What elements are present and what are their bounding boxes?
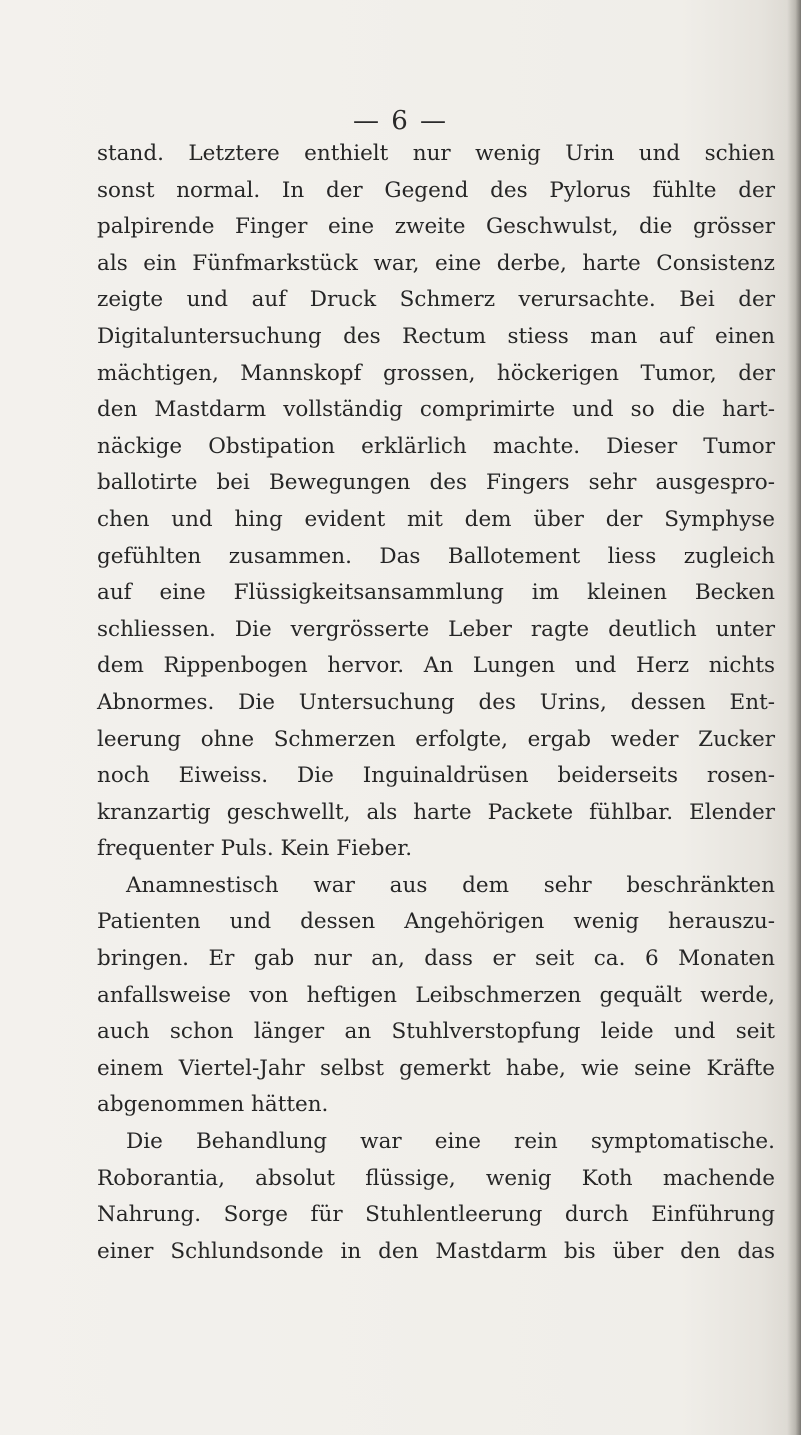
text-line: schliessen. Die vergrösserte Leber ragte deutlich unter — [97, 616, 775, 642]
text-line: Digitaluntersuchung des Rectum stiess man auf einen — [97, 323, 775, 349]
text-line: zeigte und auf Druck Schmerz verursachte. Bei der — [97, 287, 775, 313]
body-text — [97, 136, 775, 1270]
text-line: einem Viertel-Jahr selbst gemerkt habe, wie seine Kräfte — [97, 1055, 775, 1081]
text-line: Patienten und dessen Angehörigen wenig herauszu- — [97, 909, 775, 935]
paragraph-3 — [97, 1124, 775, 1270]
text-line: Anamnestisch war aus dem sehr beschränkten — [126, 872, 775, 898]
text-line: gefühlten zusammen. Das Ballotement liess zugleich — [97, 543, 775, 569]
text-line: Die Behandlung war eine rein symptomatische. — [126, 1129, 775, 1155]
text-line: Nahrung. Sorge für Stuhlentleerung durch Einführung — [97, 1202, 775, 1228]
paragraph-1 — [97, 136, 775, 868]
text-line: bringen. Er gab nur an, dass er seit ca. 6 Monaten — [97, 946, 775, 972]
text-line: leerung ohne Schmerzen erfolgte, ergab weder Zucker — [97, 726, 775, 752]
text-line: dem Rippenbogen hervor. An Lungen und Herz nichts — [97, 653, 775, 679]
text-line: als ein Fünfmarkstück war, eine derbe, harte Consistenz — [97, 250, 775, 276]
text-line: abgenommen hätten. — [97, 1092, 329, 1118]
text-line: kranzartig geschwellt, als harte Packete fühlbar. Elender — [97, 799, 775, 825]
text-line: Roborantia, absolut flüssige, wenig Koth machende — [97, 1165, 775, 1191]
paragraph-2 — [97, 868, 775, 1124]
text-line: sonst normal. In der Gegend des Pylorus fühlte der — [97, 177, 775, 203]
text-line: mächtigen, Mannskopf grossen, höckerigen Tumor, der — [97, 360, 775, 386]
page-edge-shadow — [787, 0, 801, 1435]
text-line: frequenter Puls. Kein Fieber. — [97, 836, 413, 862]
text-line: palpirende Finger eine zweite Geschwulst, die grösser — [97, 214, 775, 240]
text-line: auch schon länger an Stuhlverstopfung leide und seit — [97, 1019, 775, 1045]
text-line: den Mastdarm vollständig comprimirte und so die hart- — [97, 397, 775, 423]
page-number: — 6 — — [352, 106, 449, 136]
text-line: auf eine Flüssigkeitsansammlung im kleinen Becken — [97, 580, 775, 606]
text-line: stand. Letztere enthielt nur wenig Urin und schien — [97, 141, 775, 166]
text-line: noch Eiweiss. Die Inguinaldrüsen beiderseits rosen- — [97, 763, 775, 789]
text-line: einer Schlundsonde in den Mastdarm bis über den das — [97, 1238, 775, 1264]
text-line: chen und hing evident mit dem über der Symphyse — [97, 506, 775, 532]
text-line: anfallsweise von heftigen Leibschmerzen gequält werde, — [97, 982, 775, 1008]
text-line: Abnormes. Die Untersuchung des Urins, dessen Ent- — [97, 689, 775, 715]
text-line: ballotirte bei Bewegungen des Fingers sehr ausgespro- — [97, 470, 775, 496]
text-line: näckige Obstipation erklärlich machte. Dieser Tumor — [97, 433, 775, 459]
